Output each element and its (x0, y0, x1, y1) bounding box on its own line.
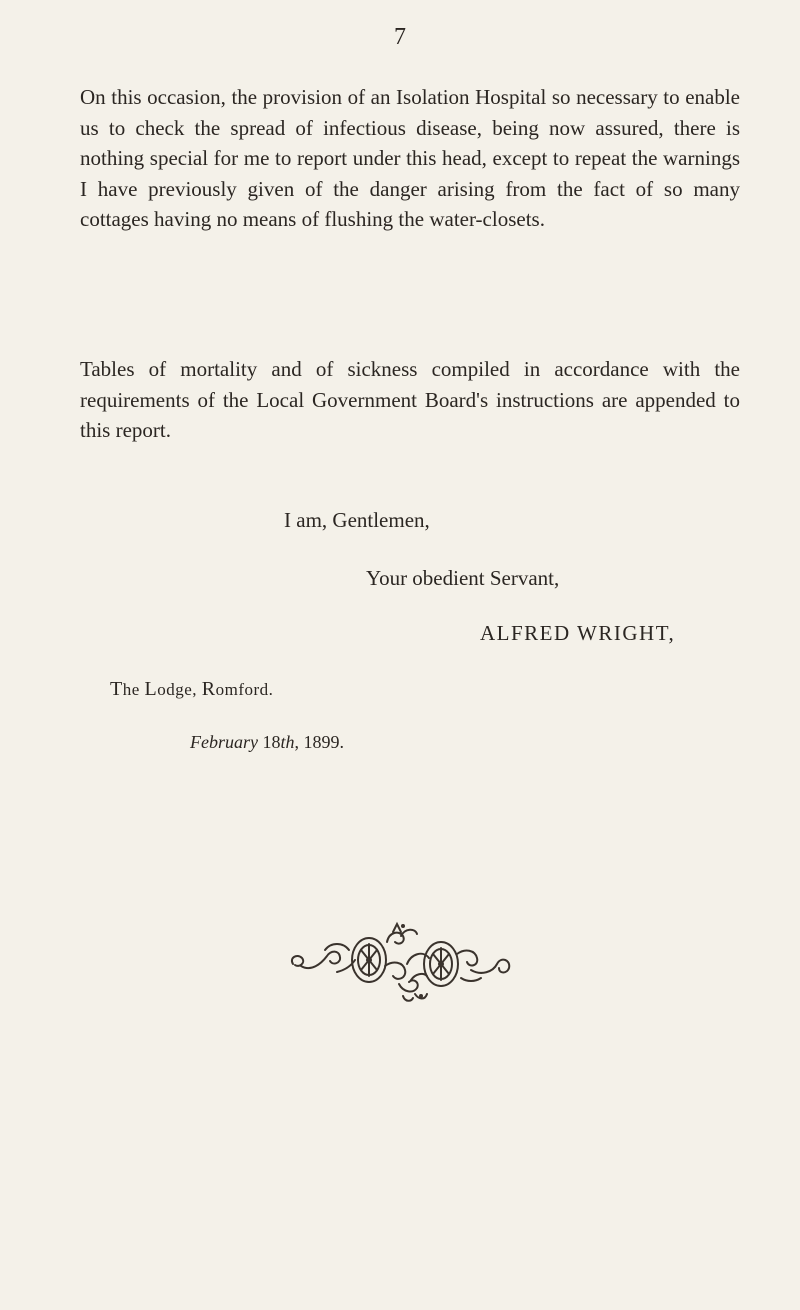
date-month: February (190, 732, 258, 752)
date-day-number: 18 (262, 732, 281, 752)
date-line (190, 732, 344, 753)
address-t2: he (122, 680, 145, 699)
paragraph-tables-of-mortality: Tables of mortality and of sickness compiled in accordance with the requirements of the Local Government Board's instructions are appended to this report. (80, 357, 740, 442)
closing: Your obedient Servant, (366, 566, 560, 590)
paragraph-isolation-hospital: On this occasion, the provision of an Isolation Hospital so necessary to enable us to check the spread of infectious disease, being now assured, there is nothing special for me to report under this head, except to repeat the warnings I have previously given of the danger arising from the fact of so many cottages having no means of flushing the water-closets. (80, 85, 740, 231)
date-day-suffix: th (280, 732, 295, 752)
address-l1: L (144, 678, 158, 700)
address-r1: R (201, 678, 216, 700)
address-r2: omford. (215, 680, 274, 699)
salutation: I am, Gentlemen, (284, 508, 430, 532)
address-t1: T (110, 678, 123, 700)
tailpiece-ornament-icon (285, 920, 517, 1004)
page-number: 7 (394, 24, 406, 50)
date-rest: , 1899. (294, 732, 344, 752)
signature: ALFRED WRIGHT, (480, 621, 676, 645)
address (110, 678, 273, 701)
address-l2: odge, (157, 680, 202, 699)
